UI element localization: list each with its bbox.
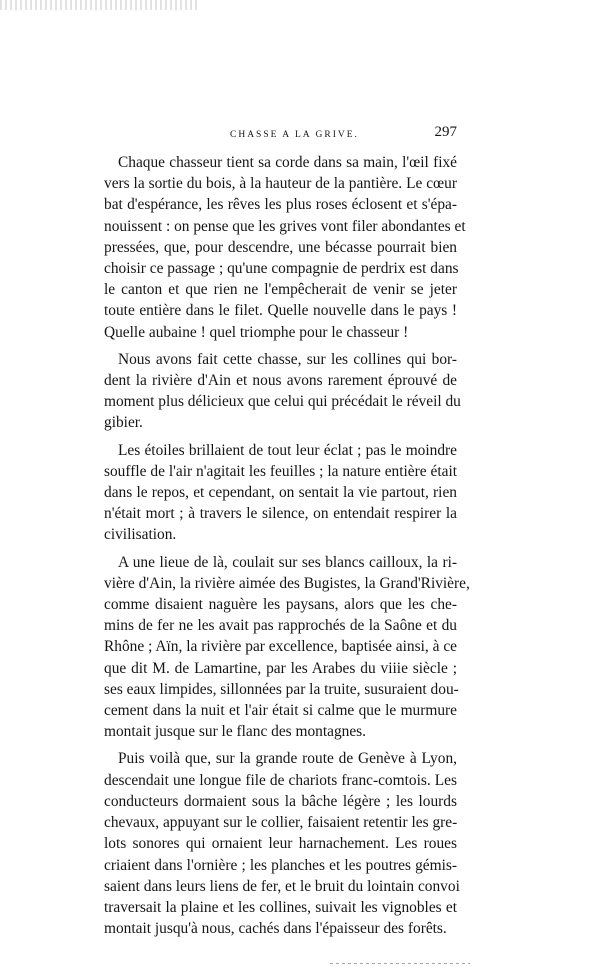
paragraph (104, 748, 460, 939)
paragraph (104, 349, 461, 434)
text-line: choisir ce passage ; qu'une compagnie de perdrix est dans (104, 260, 459, 278)
text-line: lots sonores qui ornaient leur harnachement. Les roues (104, 835, 457, 853)
scan-edge-noise (0, 0, 200, 10)
text-line: A une lieue de là, coulait sur ses blancs cailloux, la ri- (118, 553, 457, 571)
text-line: Rhône ; Aïn, la rivière par excellence, baptisée ainsi, à ce (104, 638, 457, 656)
text-line: montait jusque sur le flanc des montagnes. (104, 723, 367, 741)
text-line: vers la sortie du bois, à la hauteur de la pantière. Le cœur (104, 175, 457, 193)
text-line: mins de fer ne les avait pas rapprochés de la Saône et du (104, 617, 457, 635)
text-line: saient dans leurs liens de fer, et le bruit du lointain convoi (104, 877, 460, 895)
text-line: toute entière dans le filet. Quelle nouvelle dans le pays ! (104, 302, 457, 320)
text-line: Nous avons fait cette chasse, sur les collines qui bor- (118, 350, 457, 368)
text-line: dent la rivière d'Ain et nous avons rarement éprouvé de (104, 372, 457, 390)
scan-bottom-mark (330, 963, 470, 964)
text-line: cement dans la nuit et l'air était si calme que le murmure (104, 702, 457, 720)
text-line: Quelle aubaine ! quel triomphe pour le chasseur ! (104, 323, 409, 341)
text-line: montait jusqu'à nous, cachés dans l'épaisseur des forêts. (104, 920, 447, 938)
text-line: traversait la plaine et les collines, suivait les vignobles et (104, 898, 457, 916)
text-line: comme disaient naguère les paysans, alors que les che- (104, 596, 457, 614)
text-line: souffle de l'air n'agitait les feuilles ; la nature entière était (104, 462, 457, 480)
text-line: bat d'espérance, les rêves les plus roses éclosent et s'épa- (104, 196, 457, 214)
text-line: n'était mort ; à travers le silence, on entendait respirer la (104, 505, 457, 523)
text-line: que dit M. de Lamartine, par les Arabes du viiie siècle ; (104, 659, 457, 677)
body-text (104, 152, 470, 945)
paragraph (104, 440, 457, 546)
text-line: moment plus délicieux que celui qui précédait le réveil du (104, 393, 461, 411)
paragraph (104, 152, 466, 343)
text-line: dans le repos, et cependant, on sentait la vie partout, rien (104, 484, 457, 502)
text-line: chevaux, appuyant sur le collier, faisaient retentir les gre- (104, 814, 458, 832)
paragraph (104, 552, 470, 743)
text-line: le canton et que rien ne l'empêcherait de venir se jeter (104, 281, 457, 299)
text-line: Puis voilà que, sur la grande route de Genève à Lyon, (118, 750, 457, 768)
text-line: conducteurs dormaient sous la bâche légère ; les lourds (104, 792, 457, 810)
page-header (104, 123, 457, 145)
running-title: CHASSE A LA GRIVE. (230, 130, 359, 140)
text-line: Les étoiles brillaient de tout leur éclat ; pas le moindre (118, 441, 457, 459)
text-line: criaient dans l'ornière ; les planches et les poutres gémis- (104, 856, 457, 874)
text-line: vière d'Ain, la rivière aimée des Bugistes, la Grand'Rivière, (104, 574, 470, 592)
text-line: Chaque chasseur tient sa corde dans sa main, l'œil fixé (118, 154, 457, 171)
text-line: civilisation. (104, 526, 177, 544)
page-number: 297 (434, 124, 457, 140)
text-line: descendait une longue file de chariots franc-comtois. Les (104, 771, 457, 789)
text-line: gibier. (104, 414, 143, 432)
text-line: nouissent : on pense que les grives vont filer abondantes et (104, 217, 466, 235)
text-line: ses eaux limpides, sillonnées par la truite, susuraient dou- (104, 680, 459, 698)
text-line: pressées, que, pour descendre, une bécasse pourrait bien (104, 238, 457, 256)
